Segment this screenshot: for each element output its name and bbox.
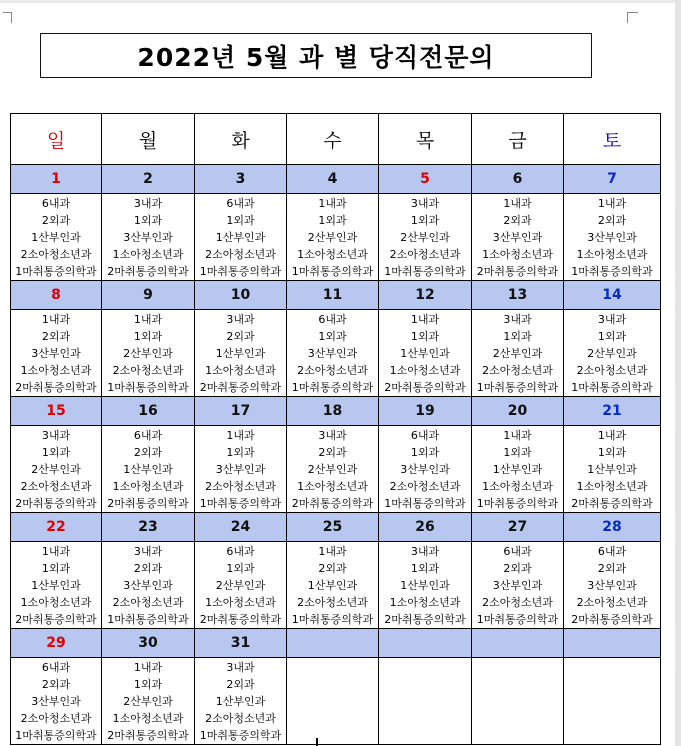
duty-entry: 3산부인과: [215, 462, 266, 476]
duty-entry: 2마취통증의학과: [107, 264, 189, 278]
duty-entry: 1산부인과: [31, 230, 81, 244]
duty-entry: 1소아청소년과: [205, 595, 276, 609]
duty-entry: 3산부인과: [587, 578, 637, 592]
duty-entry: 2소아청소년과: [482, 363, 553, 377]
duty-row: [11, 658, 661, 745]
duty-cell: [195, 310, 287, 397]
duty-cell: [11, 658, 102, 745]
duty-entry: 2소아청소년과: [576, 595, 648, 609]
duty-entry: 2산부인과: [123, 694, 173, 708]
duty-cell: [102, 310, 195, 397]
duty-entry: 3산부인과: [307, 346, 358, 360]
duty-entry: 2소아청소년과: [112, 363, 184, 377]
duty-entry: 2소아청소년과: [20, 711, 92, 725]
duty-entry: 1산부인과: [587, 462, 637, 476]
duty-entry: 2산부인과: [215, 578, 266, 592]
duty-entry: 1내과: [41, 312, 71, 326]
duty-entry: 3내과: [226, 312, 255, 326]
duty-entry: 2외과: [226, 329, 255, 343]
date-cell: 19: [379, 397, 472, 426]
duty-cell: [195, 194, 287, 281]
duty-entry: 1소아청소년과: [20, 363, 92, 377]
duty-entry: 1마취통증의학과: [199, 728, 282, 742]
duty-entry: 2마취통증의학과: [291, 496, 374, 510]
date-cell: 8: [11, 281, 102, 310]
duty-entry: 2소아청소년과: [297, 363, 368, 377]
duty-entry: 1외과: [503, 329, 532, 343]
duty-entry: 1내과: [318, 544, 347, 558]
duty-entry: 6내과: [410, 428, 440, 442]
page-top-edge: [0, 0, 681, 3]
duty-entry: 1외과: [318, 213, 347, 227]
duty-entry: 2마취통증의학과: [571, 612, 653, 626]
duty-entry: 1외과: [226, 445, 255, 459]
duty-entry: 3내과: [410, 196, 440, 210]
duty-entry: 1산부인과: [400, 346, 450, 360]
duty-entry: 3내과: [226, 660, 255, 674]
duty-entry: 3내과: [410, 544, 440, 558]
duty-cell: [11, 194, 102, 281]
duty-cell: [379, 542, 472, 629]
duty-entry: 1외과: [410, 329, 440, 343]
duty-entry: 2마취통증의학과: [199, 612, 282, 626]
duty-entry: 1마취통증의학과: [15, 264, 97, 278]
date-cell: 7: [564, 165, 661, 194]
duty-entry: 1외과: [410, 561, 440, 575]
duty-entry: 1마취통증의학과: [291, 264, 374, 278]
duty-cell: [564, 658, 661, 745]
duty-entry: 2산부인과: [123, 346, 173, 360]
duty-entry: 1내과: [41, 544, 71, 558]
duty-entry: 1외과: [226, 213, 255, 227]
date-cell: 5: [379, 165, 472, 194]
duty-cell: [287, 426, 379, 513]
duty-entry: 1내과: [503, 428, 532, 442]
duty-entry: 2소아청소년과: [205, 711, 276, 725]
duty-entry: 2마취통증의학과: [15, 380, 97, 394]
duty-entry: 2외과: [41, 329, 71, 343]
duty-entry: 2소아청소년과: [112, 595, 184, 609]
duty-entry: 1내과: [318, 196, 347, 210]
duty-cell: [287, 542, 379, 629]
duty-entry: 1마취통증의학과: [476, 496, 559, 510]
duty-entry: 3산부인과: [31, 346, 81, 360]
duty-entry: 3내과: [133, 544, 163, 558]
duty-entry: 1내과: [133, 312, 163, 326]
duty-entry: 1외과: [597, 329, 627, 343]
duty-entry: 6내과: [226, 544, 255, 558]
date-cell: 6: [472, 165, 564, 194]
duty-cell: [11, 542, 102, 629]
date-cell: 1: [11, 165, 102, 194]
duty-entry: 1소아청소년과: [20, 595, 92, 609]
duty-entry: 1마취통증의학과: [15, 728, 97, 742]
duty-entry: 1외과: [226, 561, 255, 575]
date-cell: 26: [379, 513, 472, 542]
duty-entry: 3내과: [597, 312, 627, 326]
date-cell: 24: [195, 513, 287, 542]
duty-entry: 2마취통증의학과: [107, 728, 189, 742]
date-cell: 10: [195, 281, 287, 310]
duty-entry: 1산부인과: [492, 462, 543, 476]
duty-entry: 2소아청소년과: [389, 247, 461, 261]
duty-entry: 3산부인과: [123, 578, 173, 592]
margin-corner-mark-left: [3, 12, 12, 23]
duty-entry: 1마취통증의학과: [199, 264, 282, 278]
duty-entry: 3산부인과: [400, 462, 450, 476]
text-cursor-mark: [316, 738, 318, 746]
duty-entry: 1소아청소년과: [576, 247, 648, 261]
duty-entry: 1소아청소년과: [482, 247, 553, 261]
margin-corner-mark: [627, 12, 638, 23]
duty-cell: [195, 426, 287, 513]
duty-cell: [472, 542, 564, 629]
duty-entry: 1외과: [133, 213, 163, 227]
duty-entry: 2마취통증의학과: [476, 264, 559, 278]
date-cell: 2: [102, 165, 195, 194]
duty-cell: [564, 542, 661, 629]
duty-cell: [102, 658, 195, 745]
duty-cell: [472, 310, 564, 397]
duty-entry: 2외과: [318, 445, 347, 459]
duty-entry: 2외과: [597, 561, 627, 575]
duty-entry: 1마취통증의학과: [476, 612, 559, 626]
duty-cell: [195, 542, 287, 629]
date-cell: [472, 629, 564, 658]
duty-cell: [472, 426, 564, 513]
duty-entry: 2소아청소년과: [389, 479, 461, 493]
duty-cell: [564, 310, 661, 397]
date-cell: 28: [564, 513, 661, 542]
duty-entry: 2소아청소년과: [576, 363, 648, 377]
date-cell: 13: [472, 281, 564, 310]
page-title: 2022년 5월 과 별 당직전문의: [40, 33, 592, 78]
duty-entry: 3산부인과: [587, 230, 637, 244]
duty-entry: 1소아청소년과: [576, 479, 648, 493]
duty-entry: 1소아청소년과: [112, 247, 184, 261]
duty-entry: 2외과: [226, 677, 255, 691]
duty-cell: [287, 658, 379, 745]
duty-cell: [195, 658, 287, 745]
duty-entry: 2마취통증의학과: [571, 496, 653, 510]
duty-entry: 6내과: [133, 428, 163, 442]
duty-entry: 2외과: [503, 213, 532, 227]
duty-entry: 2마취통증의학과: [384, 380, 466, 394]
date-cell: 29: [11, 629, 102, 658]
duty-cell: [564, 426, 661, 513]
duty-entry: 2마취통증의학과: [107, 496, 189, 510]
duty-entry: 1산부인과: [31, 578, 81, 592]
duty-entry: 1산부인과: [123, 462, 173, 476]
duty-entry: 1소아청소년과: [205, 363, 276, 377]
weekday-sunday: 일: [11, 114, 102, 165]
duty-entry: 2산부인과: [587, 346, 637, 360]
duty-row: [11, 542, 661, 629]
duty-entry: 1외과: [133, 677, 163, 691]
duty-cell: [379, 426, 472, 513]
duty-entry: 2산부인과: [31, 462, 81, 476]
duty-entry: 1외과: [410, 213, 440, 227]
duty-entry: 1외과: [410, 445, 440, 459]
date-row: [11, 397, 661, 426]
date-row: [11, 629, 661, 658]
duty-entry: 2소아청소년과: [20, 479, 92, 493]
duty-cell: [472, 658, 564, 745]
weekday-monday: 월: [102, 114, 195, 165]
duty-cell: [472, 194, 564, 281]
duty-entry: 2마취통증의학과: [15, 612, 97, 626]
duty-entry: 2소아청소년과: [20, 247, 92, 261]
duty-entry: 3산부인과: [31, 694, 81, 708]
date-cell: 15: [11, 397, 102, 426]
duty-cell: [102, 542, 195, 629]
date-cell: 17: [195, 397, 287, 426]
date-cell: 12: [379, 281, 472, 310]
duty-cell: [287, 194, 379, 281]
duty-row: [11, 426, 661, 513]
date-cell: 9: [102, 281, 195, 310]
date-cell: 30: [102, 629, 195, 658]
duty-entry: 1내과: [410, 312, 440, 326]
date-cell: [564, 629, 661, 658]
duty-entry: 2외과: [133, 561, 163, 575]
duty-entry: 1마취통증의학과: [107, 612, 189, 626]
date-cell: 4: [287, 165, 379, 194]
duty-entry: 1외과: [41, 445, 71, 459]
duty-entry: 1외과: [503, 445, 532, 459]
duty-entry: 2마취통증의학과: [384, 612, 466, 626]
duty-entry: 1외과: [133, 329, 163, 343]
date-row: [11, 165, 661, 194]
duty-entry: 2외과: [41, 677, 71, 691]
duty-entry: 6내과: [41, 660, 71, 674]
date-cell: 27: [472, 513, 564, 542]
duty-cell: [564, 194, 661, 281]
duty-entry: 1외과: [318, 329, 347, 343]
duty-entry: 2소아청소년과: [205, 479, 276, 493]
duty-cell: [102, 426, 195, 513]
duty-cell: [11, 310, 102, 397]
date-cell: [379, 629, 472, 658]
date-row: [11, 281, 661, 310]
duty-cell: [287, 310, 379, 397]
duty-entry: 1외과: [597, 445, 627, 459]
duty-entry: 2외과: [41, 213, 71, 227]
duty-entry: 1외과: [41, 561, 71, 575]
duty-entry: 2외과: [318, 561, 347, 575]
duty-entry: 1마취통증의학과: [476, 380, 559, 394]
duty-entry: 3내과: [133, 196, 163, 210]
duty-cell: [379, 658, 472, 745]
date-cell: 22: [11, 513, 102, 542]
date-cell: 3: [195, 165, 287, 194]
duty-entry: 2산부인과: [400, 230, 450, 244]
weekday-saturday: 토: [564, 114, 661, 165]
duty-entry: 1마취통증의학과: [571, 380, 653, 394]
duty-entry: 6내과: [226, 196, 255, 210]
duty-entry: 1산부인과: [307, 578, 358, 592]
duty-entry: 3내과: [503, 312, 532, 326]
duty-entry: 2마취통증의학과: [199, 380, 282, 394]
duty-entry: 6내과: [597, 544, 627, 558]
duty-entry: 1내과: [226, 428, 255, 442]
duty-entry: 3산부인과: [492, 578, 543, 592]
duty-entry: 1산부인과: [215, 346, 266, 360]
date-cell: 14: [564, 281, 661, 310]
duty-entry: 2마취통증의학과: [15, 496, 97, 510]
duty-entry: 1소아청소년과: [297, 247, 368, 261]
duty-entry: 1마취통증의학과: [107, 380, 189, 394]
duty-entry: 3내과: [41, 428, 71, 442]
duty-entry: 3내과: [318, 428, 347, 442]
duty-entry: 2산부인과: [307, 462, 358, 476]
duty-entry: 2소아청소년과: [205, 247, 276, 261]
duty-entry: 6내과: [41, 196, 71, 210]
date-cell: 21: [564, 397, 661, 426]
duty-entry: 1마취통증의학과: [291, 612, 374, 626]
duty-row: [11, 310, 661, 397]
duty-cell: [379, 194, 472, 281]
duty-entry: 1소아청소년과: [389, 595, 461, 609]
duty-entry: 2외과: [597, 213, 627, 227]
date-cell: [287, 629, 379, 658]
weekday-thursday: 목: [379, 114, 472, 165]
duty-calendar-table: [10, 113, 661, 745]
date-cell: 20: [472, 397, 564, 426]
duty-entry: 1마취통증의학과: [384, 496, 466, 510]
duty-entry: 6내과: [318, 312, 347, 326]
date-cell: 18: [287, 397, 379, 426]
duty-entry: 1내과: [133, 660, 163, 674]
duty-entry: 2산부인과: [492, 346, 543, 360]
duty-cell: [379, 310, 472, 397]
date-cell: 23: [102, 513, 195, 542]
weekday-tuesday: 화: [195, 114, 287, 165]
duty-entry: 1내과: [503, 196, 532, 210]
date-cell: 11: [287, 281, 379, 310]
duty-entry: 2산부인과: [307, 230, 358, 244]
duty-entry: 2외과: [503, 561, 532, 575]
duty-entry: 1소아청소년과: [112, 479, 184, 493]
duty-entry: 3산부인과: [492, 230, 543, 244]
duty-entry: 3산부인과: [123, 230, 173, 244]
weekday-wednesday: 수: [287, 114, 379, 165]
duty-entry: 1마취통증의학과: [571, 264, 653, 278]
duty-entry: 1소아청소년과: [297, 479, 368, 493]
duty-cell: [102, 194, 195, 281]
duty-entry: 2소아청소년과: [482, 595, 553, 609]
duty-entry: 1산부인과: [215, 694, 266, 708]
duty-entry: 2소아청소년과: [297, 595, 368, 609]
duty-entry: 1마취통증의학과: [199, 496, 282, 510]
duty-entry: 1산부인과: [215, 230, 266, 244]
date-cell: 25: [287, 513, 379, 542]
duty-entry: 1소아청소년과: [112, 711, 184, 725]
date-cell: 16: [102, 397, 195, 426]
weekday-header-row: [11, 114, 661, 165]
duty-entry: 1마취통증의학과: [291, 380, 374, 394]
duty-cell: [11, 426, 102, 513]
duty-row: [11, 194, 661, 281]
duty-entry: 1내과: [597, 196, 627, 210]
duty-entry: 1산부인과: [400, 578, 450, 592]
date-row: [11, 513, 661, 542]
duty-entry: 6내과: [503, 544, 532, 558]
page-right-edge: [675, 0, 681, 746]
weekday-friday: 금: [472, 114, 564, 165]
duty-entry: 1내과: [597, 428, 627, 442]
duty-entry: 2외과: [133, 445, 163, 459]
duty-entry: 1마취통증의학과: [384, 264, 466, 278]
duty-entry: 1소아청소년과: [389, 363, 461, 377]
duty-entry: 1소아청소년과: [482, 479, 553, 493]
date-cell: 31: [195, 629, 287, 658]
